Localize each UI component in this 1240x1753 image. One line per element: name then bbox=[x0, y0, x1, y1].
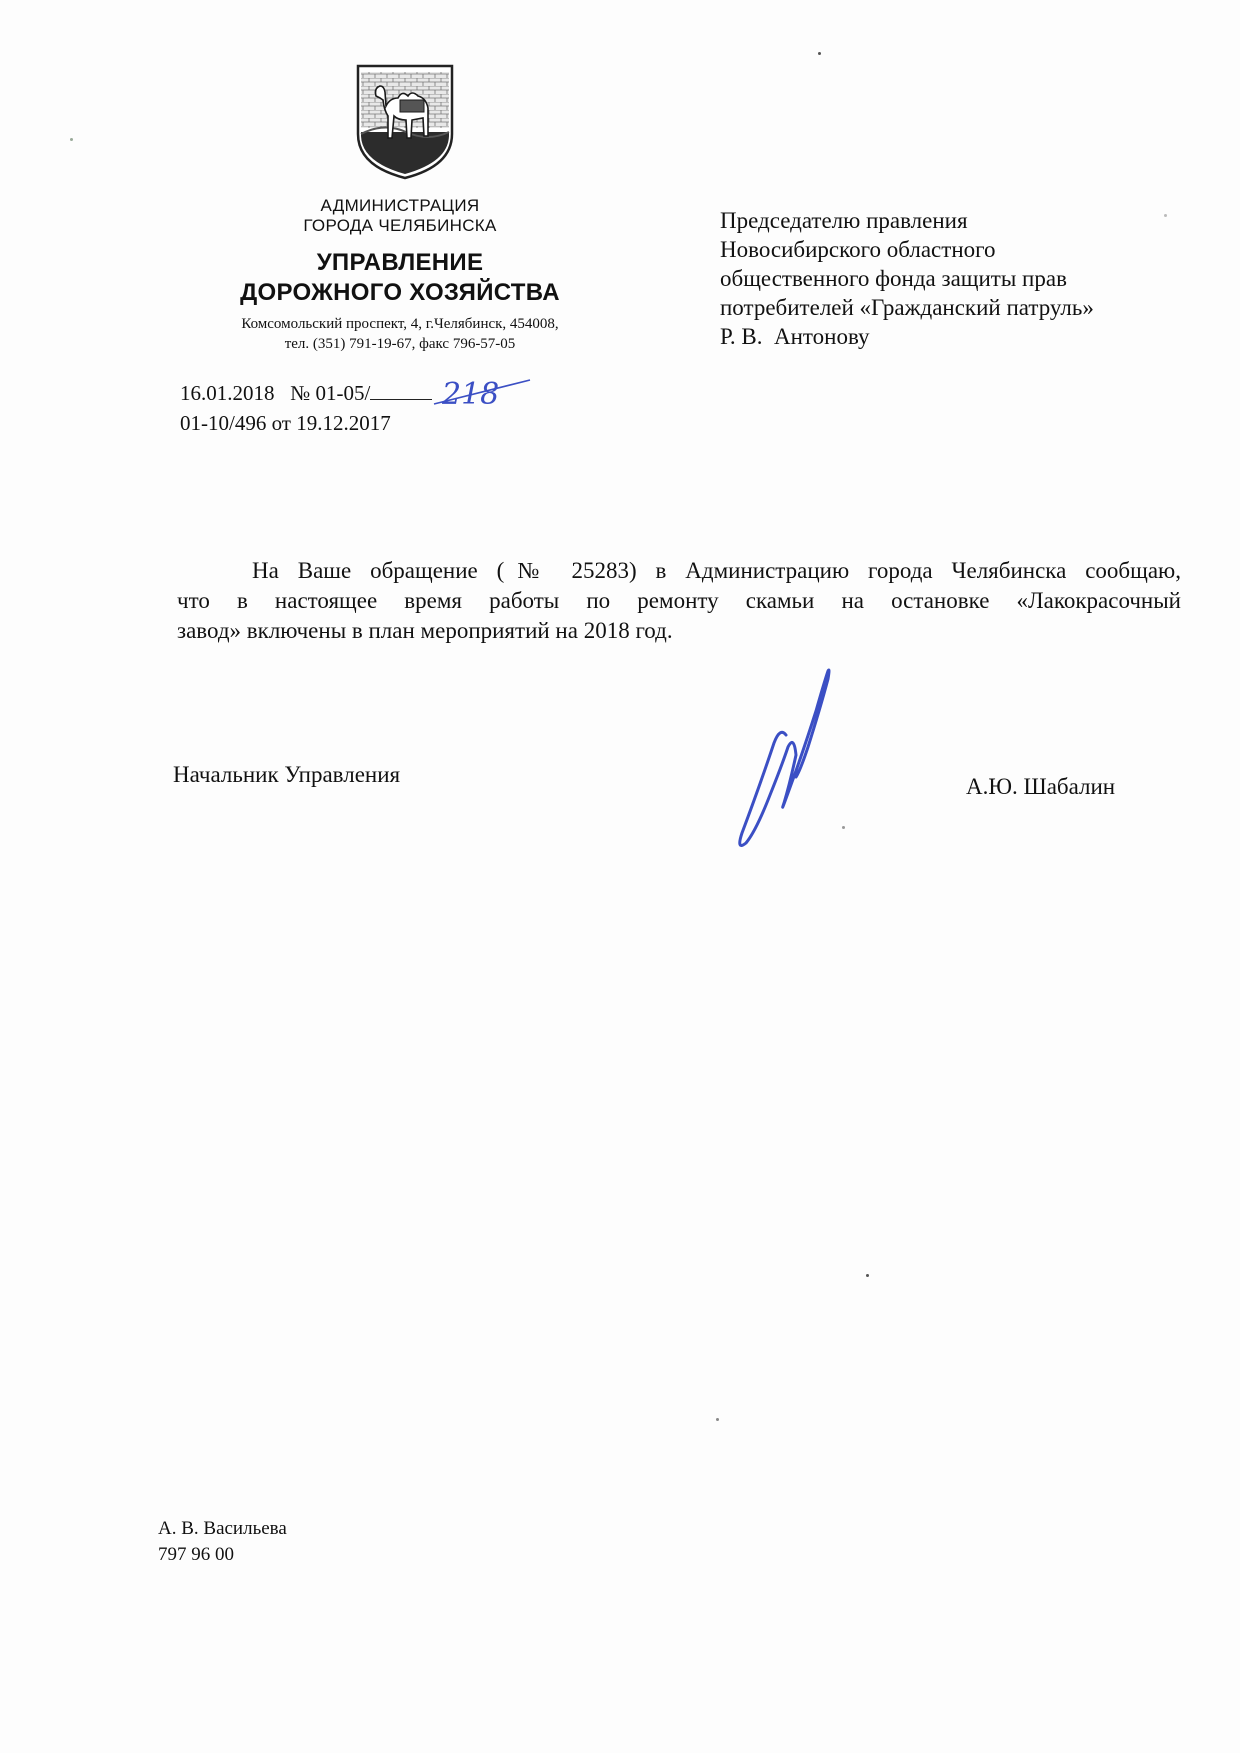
addressee-line: Р. В. Антонову bbox=[720, 324, 870, 349]
registration-line bbox=[180, 378, 432, 408]
department-title: ДОРОЖНОГО ХОЗЯЙСТВА bbox=[240, 279, 560, 306]
addressee-block bbox=[720, 206, 1200, 351]
address-line: тел. (351) 791-19-67, факс 796-57-05 bbox=[284, 336, 516, 352]
handwritten-signature bbox=[730, 665, 850, 860]
signer-title: Начальник Управления bbox=[173, 762, 401, 787]
addressee-line: Председателю правления bbox=[720, 208, 968, 233]
letter-body bbox=[177, 556, 1181, 646]
registration-date: 16.01.2018 bbox=[180, 381, 275, 405]
scan-speck bbox=[818, 52, 821, 55]
department-title: УПРАВЛЕНИЕ bbox=[316, 249, 484, 276]
body-line: На Ваше обращение (№ 25283) в Администрацию города Челябинска сообщаю, bbox=[252, 558, 1181, 583]
executor-block bbox=[158, 1516, 287, 1568]
addressee-line: потребителей «Гражданский патруль» bbox=[720, 295, 1094, 320]
scan-speck bbox=[716, 1418, 719, 1421]
body-line: завод» включены в план мероприятий на 2018 год. bbox=[177, 618, 673, 643]
registration-number-field bbox=[370, 379, 432, 400]
admin-line: АДМИНИСТРАЦИЯ bbox=[320, 196, 480, 215]
letterhead bbox=[180, 196, 620, 354]
scan-speck bbox=[70, 138, 73, 141]
handwritten-registration-number bbox=[432, 370, 532, 414]
registration-number-prefix: № 01-05/ bbox=[290, 381, 371, 405]
addressee-line: общественного фонда защиты прав bbox=[720, 266, 1067, 291]
admin-line: ГОРОДА ЧЕЛЯБИНСКА bbox=[303, 216, 497, 235]
addressee-line: Новосибирского областного bbox=[720, 237, 996, 262]
camel-coat-of-arms-icon bbox=[354, 62, 456, 180]
handwritten-number-text: 218 bbox=[442, 377, 500, 412]
body-line: что в настоящее время работы по ремонту скамьи на остановке «Лакокрасочный bbox=[177, 588, 1181, 613]
reference-line: 01-10/496 от 19.12.2017 bbox=[180, 411, 391, 435]
executor-name: А. В. Васильева bbox=[158, 1518, 287, 1539]
executor-phone: 797 96 00 bbox=[158, 1544, 234, 1565]
signer-name: А.Ю. Шабалин bbox=[966, 774, 1116, 799]
scan-speck bbox=[866, 1274, 869, 1277]
registration-block bbox=[180, 378, 432, 438]
address-line: Комсомольский проспект, 4, г.Челябинск, 454008, bbox=[241, 316, 559, 332]
